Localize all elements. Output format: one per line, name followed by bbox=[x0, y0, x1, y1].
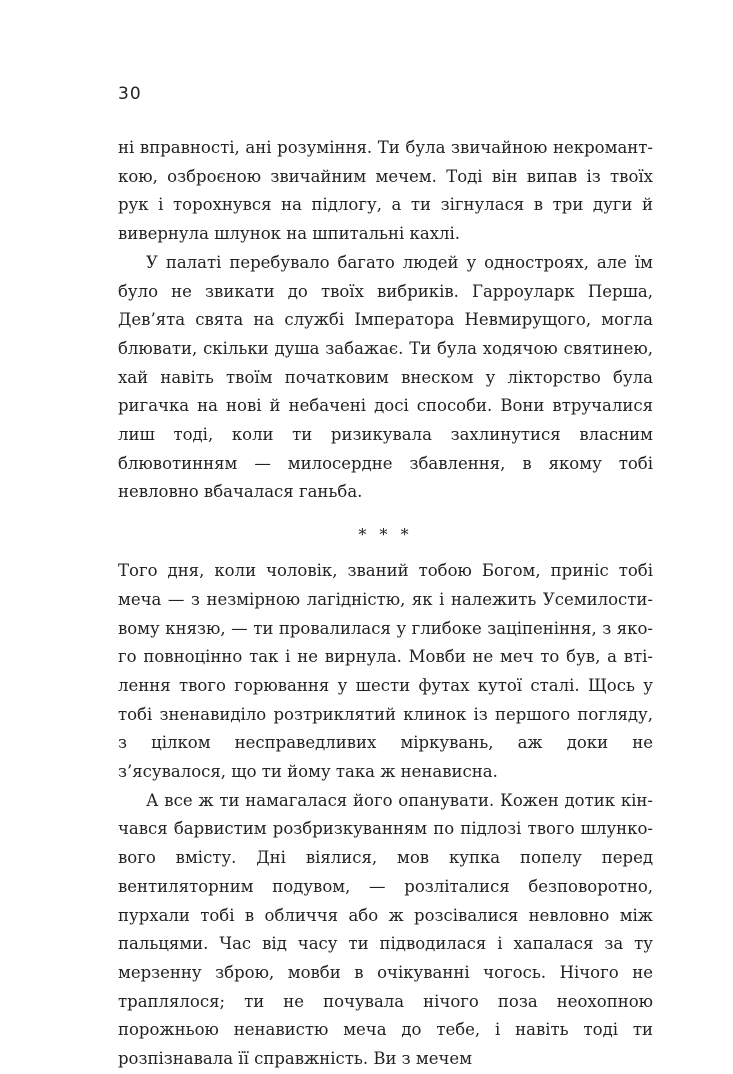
book-page bbox=[118, 80, 653, 1074]
paragraph: У палаті перебувало багато людей у одностроях, але їм було не звикати до твоїх вибриків. Гарроуларк Перша, Дев’ята свята на службі Імператора Невмирущого, могла блювати, скільки душа забажає. Ти була ходячою святинею, хай навіть твоїм початковим внеском у лікторство була ригачка на нові й небачені досі способи. Вони втручалися лиш тоді, коли ти ризикувала захлинутися власним блювотинням — милосердне збавлення, в якому тобі невловно вбачалася ганьба. bbox=[118, 252, 653, 502]
paragraph: ні вправності, ані розуміння. Ти була звичайною некроманткою, озброєною звичайним мечем. Тоді він випав із твоїх рук і торохнувся на підлогу, а ти зігнулася в три дуги й вивернула шлунок на шпитальні кахлі. bbox=[118, 138, 653, 244]
section-separator: * * * bbox=[358, 525, 413, 545]
page-number: 30 bbox=[118, 84, 142, 104]
paragraph: Того дня, коли чоловік, званий тобою Богом, приніс тобі меча — з незмірною лагідністю, як і належить Усемилостивому князю, — ти провалилася у глибоке заціпеніння, з якого повноцінно так і не вирнула. Мовби не меч то був, а втілення твого горювання у шести футах кутої сталі. Щось у тобі зненавиділо розтриклятий клинок із першого погляду, з цілком несправедливих міркувань, аж доки не з’ясувалося, що ти йому така ж ненависна. bbox=[118, 561, 653, 782]
body-text bbox=[118, 134, 653, 1074]
paragraph: А все ж ти намагалася його опанувати. Кожен дотик кінчався барвистим розбризкуванням по підлозі твого шлункового вмісту. Дні віялися, мов купка попелу перед вентиляторним подувом, — розліталися безповоротно, пурхали тобі в обличчя або ж розсівалися невловно між пальцями. Час від часу ти підводилася і хапалася за ту мерзенну зброю, мовби в очікуванні чогось. Нічого не траплялося; ти не почувала нічого поза неохопною порожньою ненавистю меча до тебе, і навіть тоді ти розпізнавала її справжність. Ви з мечем bbox=[118, 790, 653, 1069]
